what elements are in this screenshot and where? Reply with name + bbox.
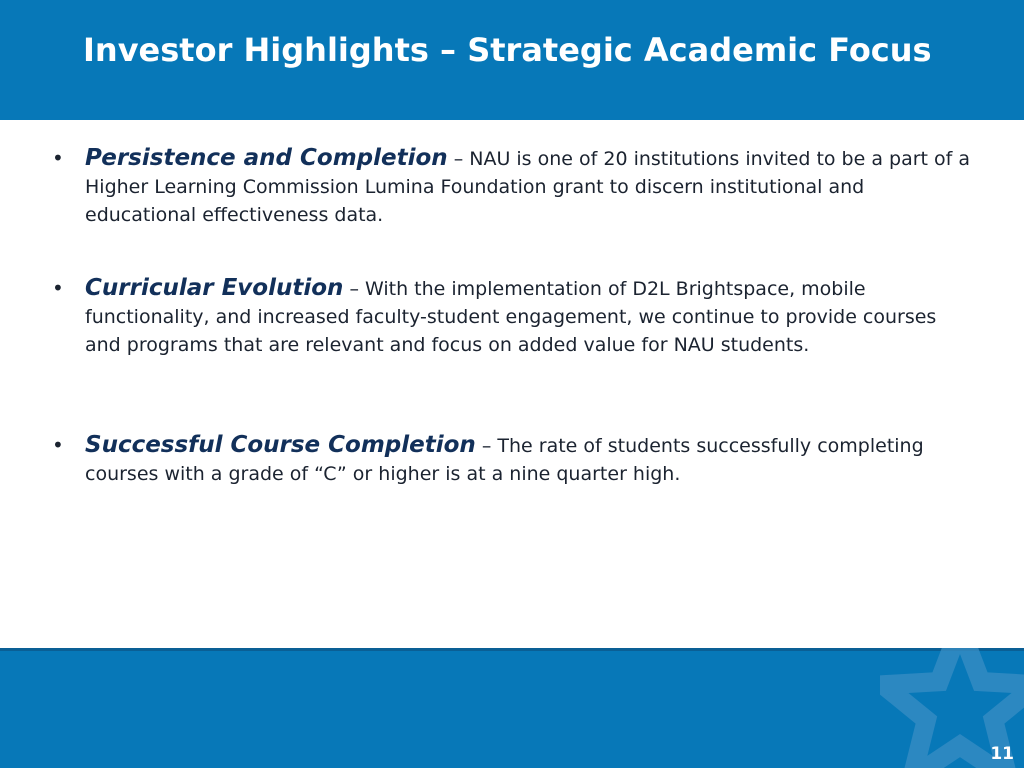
slide-title: Investor Highlights – Strategic Academic Focus bbox=[83, 31, 932, 69]
bullet-body: – NAU is one of 20 institutions invited to be a part of a Higher Learning Commission Lumina Foundation grant to discern institutional and educational effectiveness data. bbox=[85, 148, 971, 226]
bullet-marker: • bbox=[52, 146, 64, 170]
bullet-marker: • bbox=[52, 433, 64, 457]
page-number: 11 bbox=[990, 744, 1014, 764]
bullet-heading: Successful Course Completion bbox=[85, 432, 476, 458]
slide-footer bbox=[0, 648, 1024, 768]
bullet-body: – With the implementation of D2L Brightspace, mobile functionality, and increased faculty-student engagement, we continue to provide courses and programs that are relevant and focus on added value for NAU students. bbox=[85, 278, 937, 356]
bullet-heading: Curricular Evolution bbox=[85, 275, 344, 301]
bullet-marker: • bbox=[52, 276, 64, 300]
footer-divider bbox=[0, 648, 1024, 651]
bullet-paragraph bbox=[85, 274, 975, 359]
bullet-paragraph bbox=[85, 144, 975, 229]
slide-header bbox=[0, 0, 1024, 120]
bullet-body: – The rate of students successfully completing courses with a grade of “C” or higher is at a nine quarter high. bbox=[85, 435, 924, 485]
bullet-paragraph bbox=[85, 431, 975, 488]
bullet-heading: Persistence and Completion bbox=[85, 145, 448, 171]
